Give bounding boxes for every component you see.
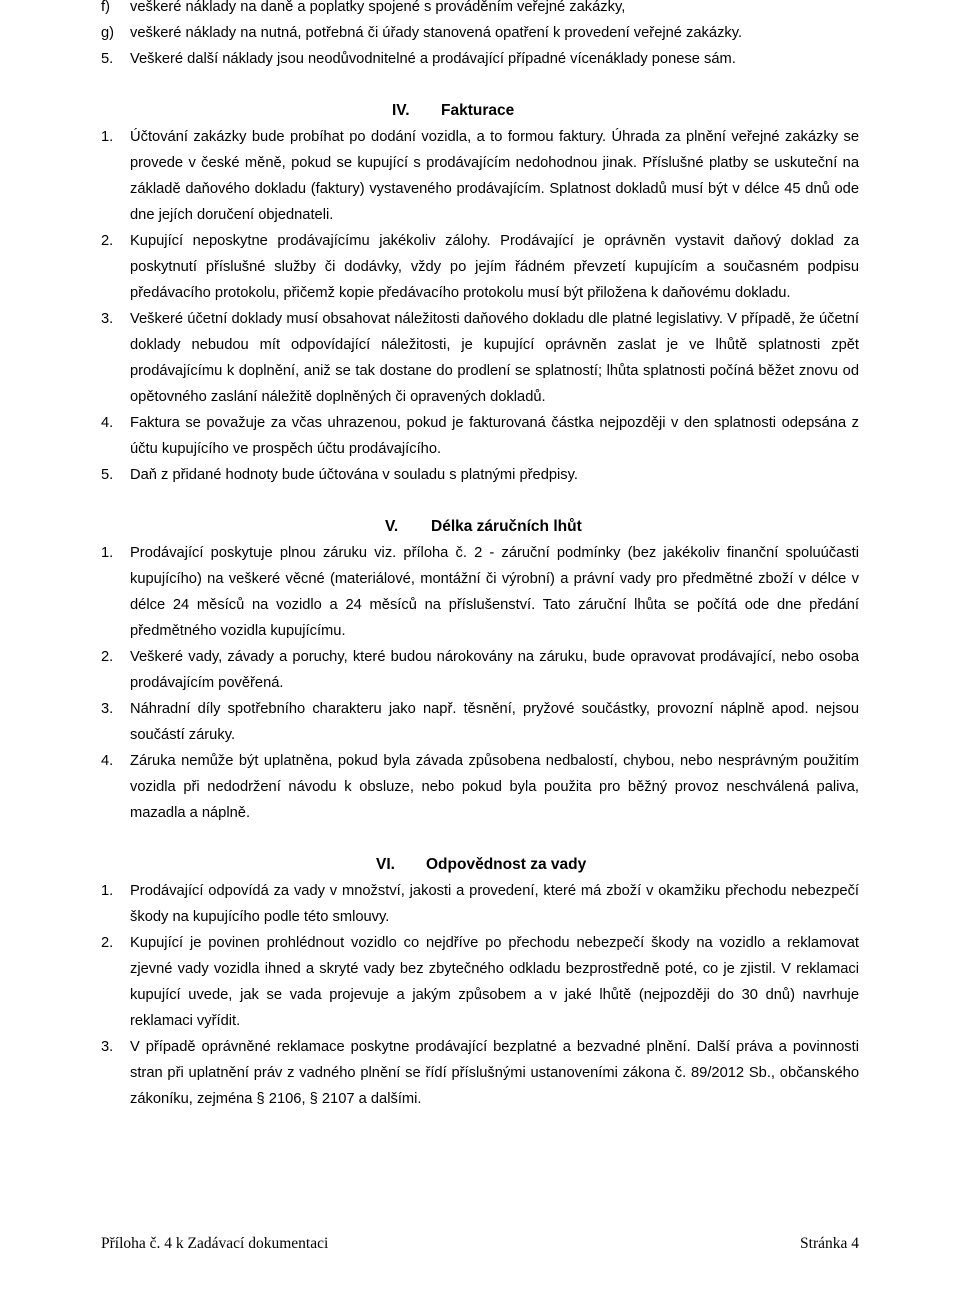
list-item-number: 1.: [101, 545, 114, 561]
section-number: VI.: [376, 856, 395, 873]
footer-page-number: Stránka 4: [800, 1235, 859, 1252]
section-number: IV.: [392, 102, 410, 119]
list-item-number: 5.: [101, 467, 114, 483]
list-item: [101, 696, 859, 748]
list-item-number: g): [101, 25, 115, 41]
section-heading-odpovednost: [101, 852, 859, 878]
page-content: [101, 0, 859, 1112]
list-item-number: 5.: [101, 51, 114, 67]
list-item-text: Kupující neposkytne prodávajícímu jakékoliv zálohy. Prodávající je oprávněn vystavit daňový doklad za poskytnutí příslušné služby či dodávky, vždy po jejím řádném převzetí kupujícím a současném podpisu předávacího protokolu, přičemž kopie předávacího protokolu musí být přiložena k daňovému dokladu.: [130, 233, 859, 301]
list-item: [101, 46, 859, 72]
list-item-number: f): [101, 0, 110, 15]
list-item-text: Veškeré vady, závady a poruchy, které budou nárokovány na záruku, bude opravovat prodávající, nebo osoba prodávajícím pověřená.: [130, 649, 859, 691]
list-item-text: Záruka nemůže být uplatněna, pokud byla závada způsobena nedbalostí, chybou, nebo nesprávným použitím vozidla při nedodržení návodu k obsluze, nebo pokud byla použita pro běžný provoz neschválená paliva, mazadla a náplně.: [130, 753, 859, 821]
list-item-text: Náhradní díly spotřebního charakteru jako např. těsnění, pryžové součástky, provozní náplně apod. nejsou součástí záruky.: [130, 701, 859, 743]
list-item: [101, 228, 859, 306]
list-item: [101, 124, 859, 228]
list-item-text: Prodávající poskytuje plnou záruku viz. příloha č. 2 - záruční podmínky (bez jakékoliv finanční spoluúčasti kupujícího) na veškeré věcné (materiálové, montážní či výrobní) a právní vady pro předmětné zboží v délce v délce 24 měsíců na vozidlo a 24 měsíců na příslušenství. Tato záruční lhůta se počítá ode dne předání předmětného vozidla kupujícímu.: [130, 545, 859, 639]
section-title: Odpovědnost za vady: [426, 856, 587, 873]
section-heading-fakturace: [101, 98, 859, 124]
list-item: [101, 462, 859, 488]
footer-attachment-label: Příloha č. 4 k Zadávací dokumentaci: [101, 1235, 329, 1252]
section-number: V.: [385, 518, 399, 535]
list-item-number: 1.: [101, 883, 114, 899]
list-item-text: Daň z přidané hodnoty bude účtována v souladu s platnými předpisy.: [130, 467, 578, 483]
list-item: [101, 1034, 859, 1112]
list-item-text: Kupující je povinen prohlédnout vozidlo co nejdříve po přechodu nebezpečí škody na vozidlo a reklamovat zjevné vady vozidla ihned a skryté vady bez zbytečného odkladu bezprostředně poté, co je zjistil. V reklamaci kupující uvede, jak se vada projevuje a jakým způsobem a v jaké lhůtě (nejpozději do 30 dnů) navrhuje reklamaci vyřídit.: [130, 935, 859, 1029]
list-item: [101, 410, 859, 462]
list-item-number: 2.: [101, 233, 114, 249]
list-item: [101, 540, 859, 644]
list-item-text: Prodávající odpovídá za vady v množství, jakosti a provedení, které má zboží v okamžiku přechodu nebezpečí škody na kupujícího podle této smlouvy.: [130, 883, 859, 925]
list-item-number: 4.: [101, 753, 114, 769]
list-item-number: 3.: [101, 1039, 114, 1055]
list-item-text: V případě oprávněné reklamace poskytne prodávající bezplatné a bezvadné plnění. Další práva a povinnosti stran při uplatnění práv z vadného plnění se řídí příslušnými ustanoveními zákona č. 89/2012 Sb., občanského zákoníku, zejména § 2106, § 2107 a dalšími.: [130, 1039, 859, 1107]
list-item: [101, 306, 859, 410]
list-item-number: 2.: [101, 649, 114, 665]
list-item-number: 4.: [101, 415, 114, 431]
list-item-number: 2.: [101, 935, 114, 951]
list-item-text: Faktura se považuje za včas uhrazenou, pokud je fakturovaná částka nejpozději v den splatnosti odepsána z účtu kupujícího ve prospěch účtu prodávajícího.: [130, 415, 859, 457]
list-item-text: veškeré náklady na daně a poplatky spojené s prováděním veřejné zakázky,: [130, 0, 626, 15]
list-item: [101, 930, 859, 1034]
list-item-number: 1.: [101, 129, 114, 145]
list-item: [101, 748, 859, 826]
list-item: [101, 644, 859, 696]
list-item-text: Účtování zakázky bude probíhat po dodání vozidla, a to formou faktury. Úhrada za plnění veřejné zakázky se provede v české měně, pokud se kupující s prodávajícím nedohodnou jinak. Příslušné platby se uskuteční na základě daňového dokladu (faktury) vystaveného prodávajícím. Splatnost dokladů musí být v délce 45 dnů ode dne jejích doručení objednateli.: [130, 129, 859, 223]
list-item-text: Veškeré účetní doklady musí obsahovat náležitosti daňového dokladu dle platné legislativy. V případě, že účetní doklady nebudou mít odpovídající náležitosti, je kupující oprávněn zaslat je ve lhůtě splatnosti zpět prodávajícímu k doplnění, aniž se tak dostane do prodlení se splatností; lhůta splatnosti počíná běžet znovu od opětovného zaslání náležitě doplněných či opravených dokladů.: [130, 311, 859, 405]
section-title: Délka záručních lhůt: [431, 518, 582, 535]
section-title: Fakturace: [441, 102, 515, 119]
list-item: [101, 0, 859, 20]
list-item-number: 3.: [101, 701, 114, 717]
list-item-text: Veškeré další náklady jsou neodůvodnitelné a prodávající případné vícenáklady ponese sám.: [130, 51, 736, 67]
list-item: [101, 20, 859, 46]
list-item: [101, 878, 859, 930]
list-item-number: 3.: [101, 311, 114, 327]
section-heading-zaruka: [101, 514, 859, 540]
list-item-text: veškeré náklady na nutná, potřebná či úřady stanovená opatření k provedení veřejné zakázky.: [130, 25, 743, 41]
